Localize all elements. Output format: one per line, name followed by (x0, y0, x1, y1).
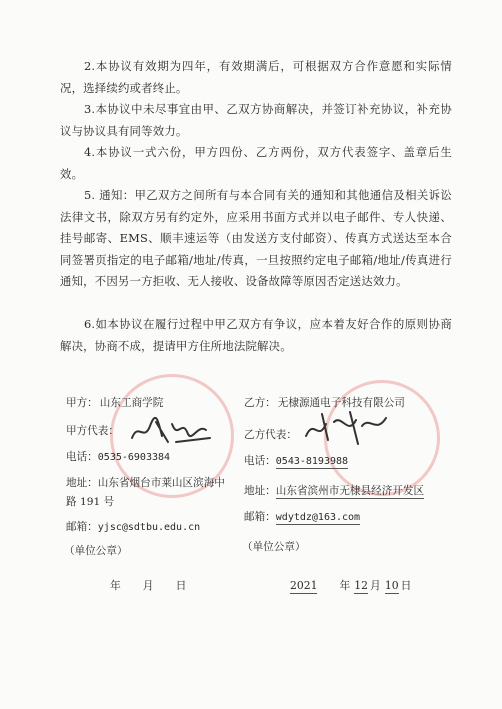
party-a-date-month: 月 (142, 579, 154, 592)
party-a-phone-label: 电话： (66, 451, 98, 463)
party-a-signature (128, 412, 214, 448)
party-b-date-month-unit: 月 (370, 579, 381, 592)
party-a-seal-note: （单位公章） (64, 545, 128, 557)
party-a-date-year: 年 (110, 579, 121, 592)
party-b-name: 无棣源通电子科技有限公司 (277, 397, 405, 409)
party-a-address-label: 地址： (66, 477, 98, 489)
party-a-email-row (66, 520, 200, 535)
party-a-date-day: 日 (175, 579, 187, 592)
party-a-date (110, 578, 208, 593)
party-a-phone: 0535-6903384 (97, 452, 171, 463)
party-a-name: 山东工商学院 (99, 397, 164, 409)
party-b-phone-label: 电话： (244, 455, 276, 467)
party-a-label: 甲方： (66, 397, 98, 409)
party-b-address-row (244, 484, 424, 498)
party-b-email-row (244, 510, 360, 525)
party-b-date-day-unit: 日 (400, 579, 412, 592)
party-b-date-month: 12 (354, 579, 369, 592)
clause-6: 6.如本协议在履行过程中甲乙双方有争议，应本着友好合作的原则协商解决，协商不成，提请甲方住所地法院解决。 (60, 317, 452, 353)
party-b-date-year: 2021 (290, 579, 318, 592)
party-b-address: 山东省滨州市无棣县经济开发区 (275, 485, 425, 497)
party-b-email-label: 邮箱： (244, 511, 276, 523)
party-a-rep-label: 甲方代表： (66, 425, 119, 437)
party-a-rep-row (66, 424, 119, 438)
party-a-phone-row (66, 450, 170, 465)
party-b-signature (300, 406, 392, 448)
party-b-label: 乙方： (244, 397, 276, 409)
party-a-address-row (66, 474, 234, 512)
party-b-date (290, 578, 433, 593)
clause-4: 4.本协议一式六份，甲方四份、乙方两份，双方代表签字、盖章后生效。 (60, 145, 452, 181)
party-a-name-row (66, 396, 163, 410)
party-b-email: wdytdz@163.com (275, 512, 361, 523)
party-b-date-year-unit: 年 (339, 579, 351, 592)
party-a-address: 山东省烟台市莱山区滨海中路 191 号 (66, 477, 225, 508)
party-b-rep-label: 乙方代表： (244, 429, 297, 441)
party-b-address-label: 地址： (244, 485, 276, 497)
party-b-seal-note: （单位公章） (242, 541, 306, 553)
party-b-phone: 0543-8193988 (275, 456, 349, 467)
party-b-date-day: 10 (384, 579, 399, 592)
party-b-phone-row (244, 454, 348, 469)
party-a-email-label: 邮箱： (66, 521, 98, 533)
clause-3: 3.本协议中未尽事宜由甲、乙双方协商解决，并签订补充协议，补充协议与协议具有同等效力。 (60, 102, 452, 138)
clause-5: 5. 通知：甲乙双方之间所有与本合同有关的通知和其他通信及相关诉讼法律文书，除双方另有约定外，应采用书面方式并以电子邮件、专人快递、挂号邮寄、EMS、顺丰速运等（由发送方支付邮资）、传真方式送达至本合同签署页指定的电子邮箱/地址/传真，一旦按照约定电子邮箱/地址/传真进行通知，不因另一方拒收、无人接收、设备故障等原因否定送达效力。 (60, 188, 452, 288)
party-a-email: yjsc@sdtbu.edu.cn (97, 522, 201, 533)
clause-2: 2.本协议有效期为四年，有效期满后，可根据双方合作意愿和实际情况，选择续约或者终止。 (60, 59, 452, 95)
party-b-rep-row (244, 428, 297, 442)
